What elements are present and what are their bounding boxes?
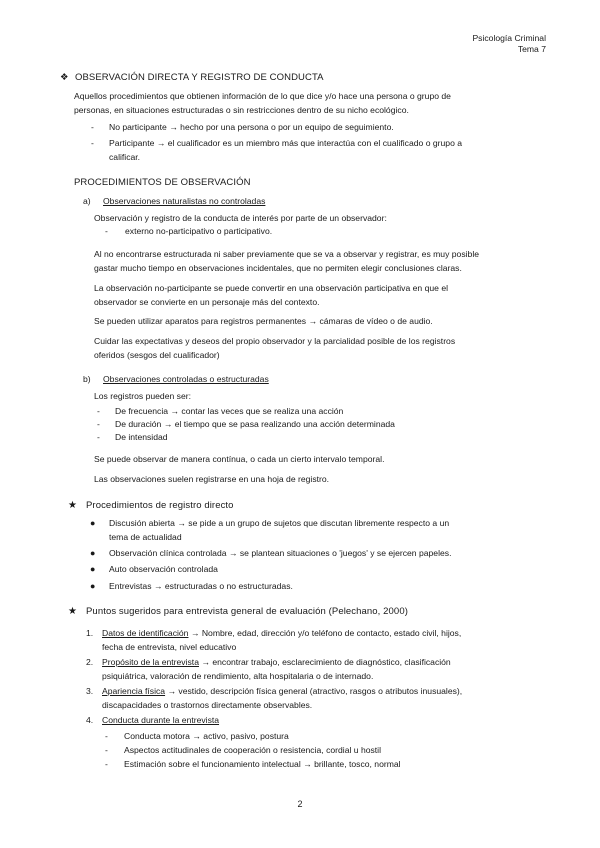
paragraph: Las observaciones suelen registrarse en una hoja de registro. (94, 474, 330, 484)
course-title: Psicología Criminal (472, 33, 546, 43)
star-bullet-icon: ★ (68, 606, 78, 617)
section-observacion-title: ❖ OBSERVACIÓN DIRECTA Y REGISTRO DE CONDUCTA (60, 72, 324, 83)
procedures-title: PROCEDIMIENTOS DE OBSERVACIÓN (74, 177, 251, 188)
paragraph: Al no encontrarse estructurada ni saber previamente que se va a observar y registrar, es muy posible gastar mucho tiempo en observaciones incidentales, que no permiten elegir conclusiones claras. (94, 249, 480, 273)
topic-label: Tema 7 (517, 44, 546, 54)
interview-title: ★ Puntos sugeridos para entrevista general de evaluación (Pelechano, 2000) (68, 606, 408, 617)
paragraph: Cuidar las expectativas y deseos del propio observador y la parcialidad posible de los registros oferidos (sesgos del cualificador) (94, 336, 456, 360)
paragraph: Los registros pueden ser: (94, 391, 191, 401)
page-number: 2 (297, 799, 303, 809)
star-bullet-icon: ★ (68, 500, 78, 511)
page-header (472, 33, 546, 55)
paragraph: Observación y registro de la conducta de interés por parte de un observador: (94, 213, 387, 223)
paragraph: Se puede observar de manera contínua, o cada un cierto intervalo temporal. (94, 454, 385, 464)
document-page: Psicología Criminal Tema 7 ❖ OBSERVACIÓN DIRECTA Y REGISTRO DE CONDUCTA Aquellos procedimientos que obtienen información de lo que dice y/o hace una persona o grupo de personas, en situaciones estructuradas o sin restricciones dentro de su nicho ecológico. - No participante → hecho por una persona o por un equipo de seguimiento. - Participante → el cualificador es un miembro más que interactúa con el cualificado o grupo a calificar. PROCEDIMIENTOS DE OBSERVACIÓN a) Observaciones naturalistas no controladas Observación y registro de la conducta de interés por parte de un observador: - externo no-participativo o participativo. Al no encontrarse estructurada ni saber previamente que se va a observar y registrar, es muy posible gastar mucho tiempo en observaciones incidentales, que no permiten elegir conclusiones claras. La observación no-participante se puede convertir en una observación participativa en que el observador se convierte en un personaje más del contexto. Se pueden utilizar aparatos para registros permanentes → cámaras de vídeo o de audio. Cuidar las expectativas y deseos del propio observador y la parcialidad posible de los registros oferidos (sesgos del cualificador) b) Observaciones controladas o estructuradas Los registros pueden ser: - De frecuencia → contar las veces que se realiza una acción - De duración → el tiempo que se pasa realizando una acción determinada - De intensidad Se puede observar de manera contínua, o cada un cierto intervalo temporal. Las observaciones suelen registrarse en una hoja de registro. ★ Procedimientos de registro directo ● Discusión abierta → se pide a un grupo de sujetos que discutan libremente respecto a un tema de actualidad ● Observación clínica controlada → se plantean situaciones o 'juegos' y se ejercen papeles. ● Auto observación controlada ● Entrevistas → estructuradas o no estructuradas. ★ Puntos sugeridos para entrevista general de evaluación (Pelechano, 2000) 1. Datos de identificación → Nombre, edad, dirección y/o teléfono de contacto, estado civil, hijos, fecha de entrevista, nivel educativo 2. Propósito de la entrevista → encontrar trabajo, esclarecimiento de diagnóstico, clasificación psiquiátrica, valoración de rendimiento, alta hospitalaria o de internado. 3. Apariencia física → vestido, descripción física general (atractivo, rasgos o atributos inusuales), discapacidades o trastornos directamente observables. 4. Conducta durante la entrevista - Conducta motora → activo, pasivo, postura - Aspectos actitudinales de cooperación o resistencia, cordial u hostil - Estimación sobre el funcionamiento intelectual → brillante, tosco, normal 2 (0, 0, 600, 848)
section-intro: Aquellos procedimientos que obtienen información de lo que dice y/o hace una persona o grupo de personas, en situaciones estructuradas o sin restricciones dentro de su nicho ecológico. (74, 91, 451, 115)
paragraph: La observación no-participante se puede convertir en una observación participativa en que el observador se convierte en un personaje más del contexto. (94, 283, 449, 307)
paragraph: Se pueden utilizar aparatos para registros permanentes → cámaras de vídeo o de audio. (94, 316, 433, 326)
diamond-bullet-icon: ❖ (60, 72, 69, 83)
direct-registry-title: ★ Procedimientos de registro directo (68, 500, 234, 511)
